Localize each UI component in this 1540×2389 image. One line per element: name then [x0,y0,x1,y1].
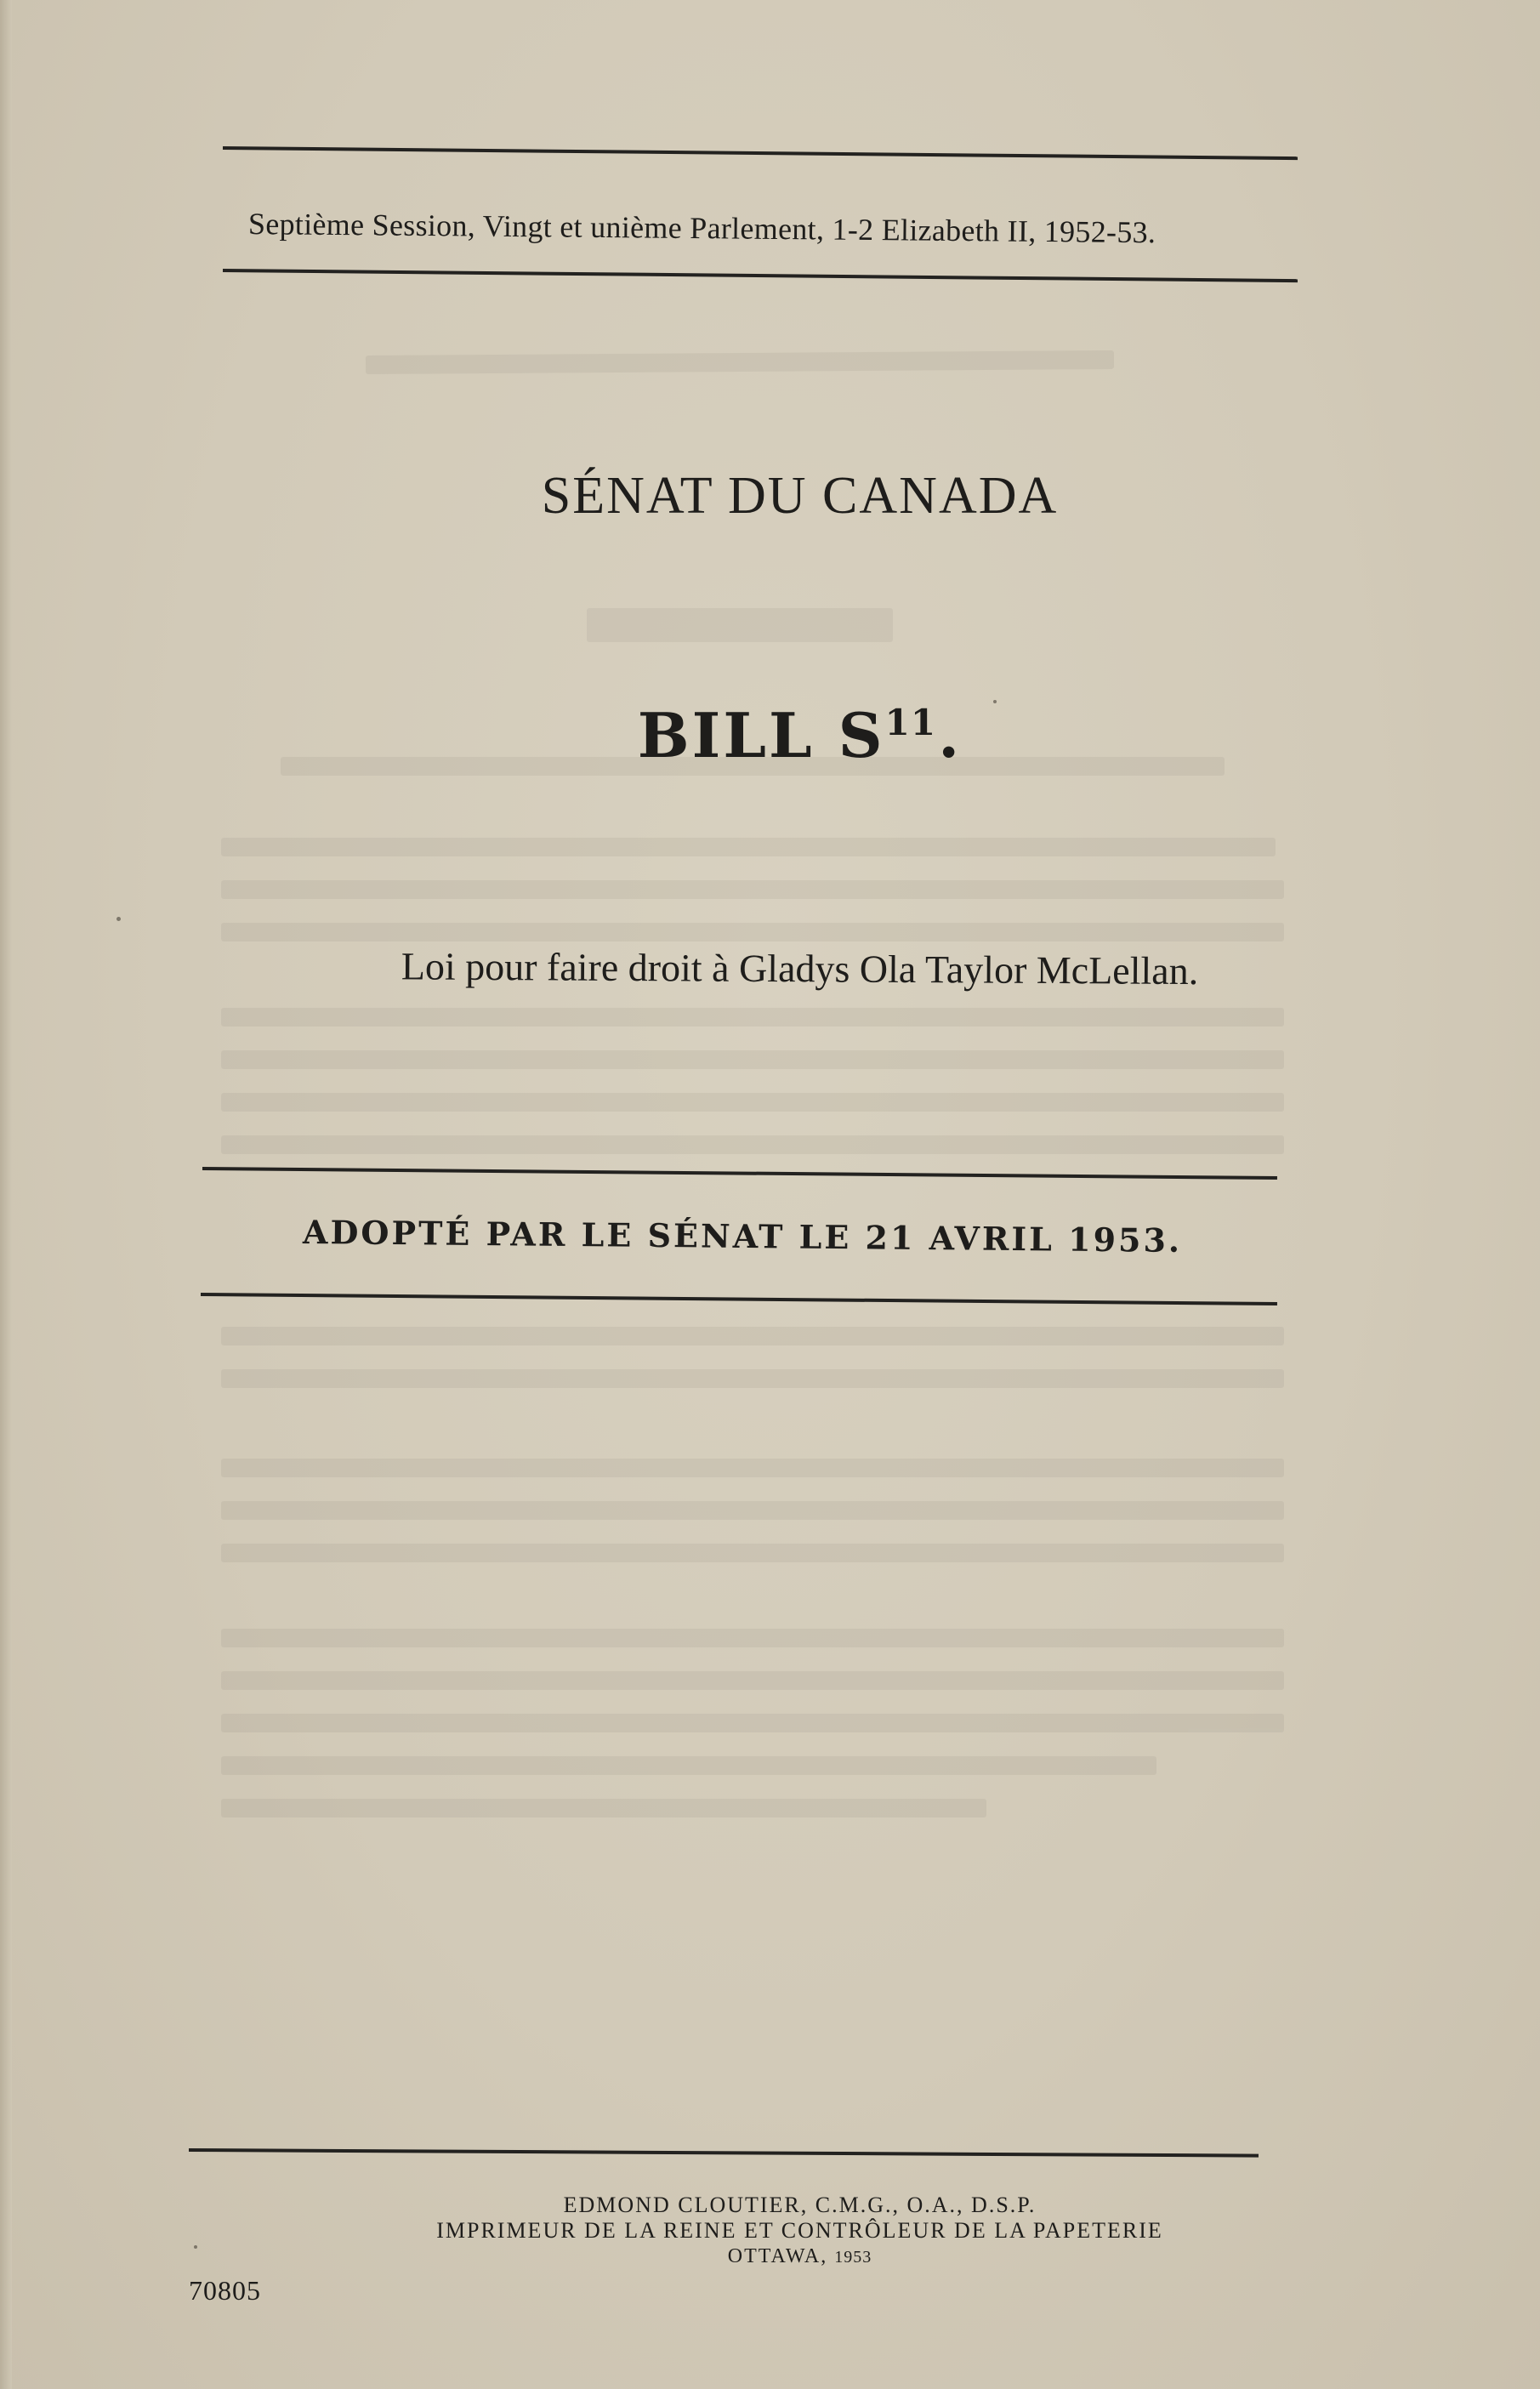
session-line: Septième Session, Vingt et unième Parlement, 1-2 Elizabeth II, 1952-53. [247,207,1156,250]
paper-speck [993,700,997,703]
printer-city: OTTAWA, [727,2245,828,2267]
bill-suffix: . [938,699,963,771]
adopted-top-rule [202,1167,1277,1180]
adopted-bottom-rule [201,1293,1277,1305]
printer-imprint [0,2193,1540,2270]
adoption-notice: ADOPTÉ PAR LE SÉNAT LE 21 AVRIL 1953. [302,1213,1183,1260]
header-bottom-rule [223,269,1298,282]
page-edge-shadow [0,0,12,2389]
bill-description: Loi pour faire droit à Gladys Ola Taylor McLellan. [401,944,1199,993]
header-top-rule [223,146,1298,160]
senate-title: SÉNAT DU CANADA [541,467,1059,525]
printer-year: 1953 [834,2248,872,2267]
bill-prefix: BILL S [637,699,885,771]
printer-location [60,2244,1540,2270]
paper-speck [194,2245,197,2249]
paper-speck [116,917,121,921]
bill-title [0,699,1540,771]
printer-role: IMPRIMEUR DE LA REINE ET CONTRÔLEUR DE LA PAPETERIE [436,2218,1163,2243]
printer-name: EDMOND CLOUTIER, C.M.G., O.A., D.S.P. [563,2193,1037,2217]
footer-rule [189,2148,1259,2158]
document-number: 70805 [189,2275,261,2306]
bill-number: 11 [884,702,937,743]
